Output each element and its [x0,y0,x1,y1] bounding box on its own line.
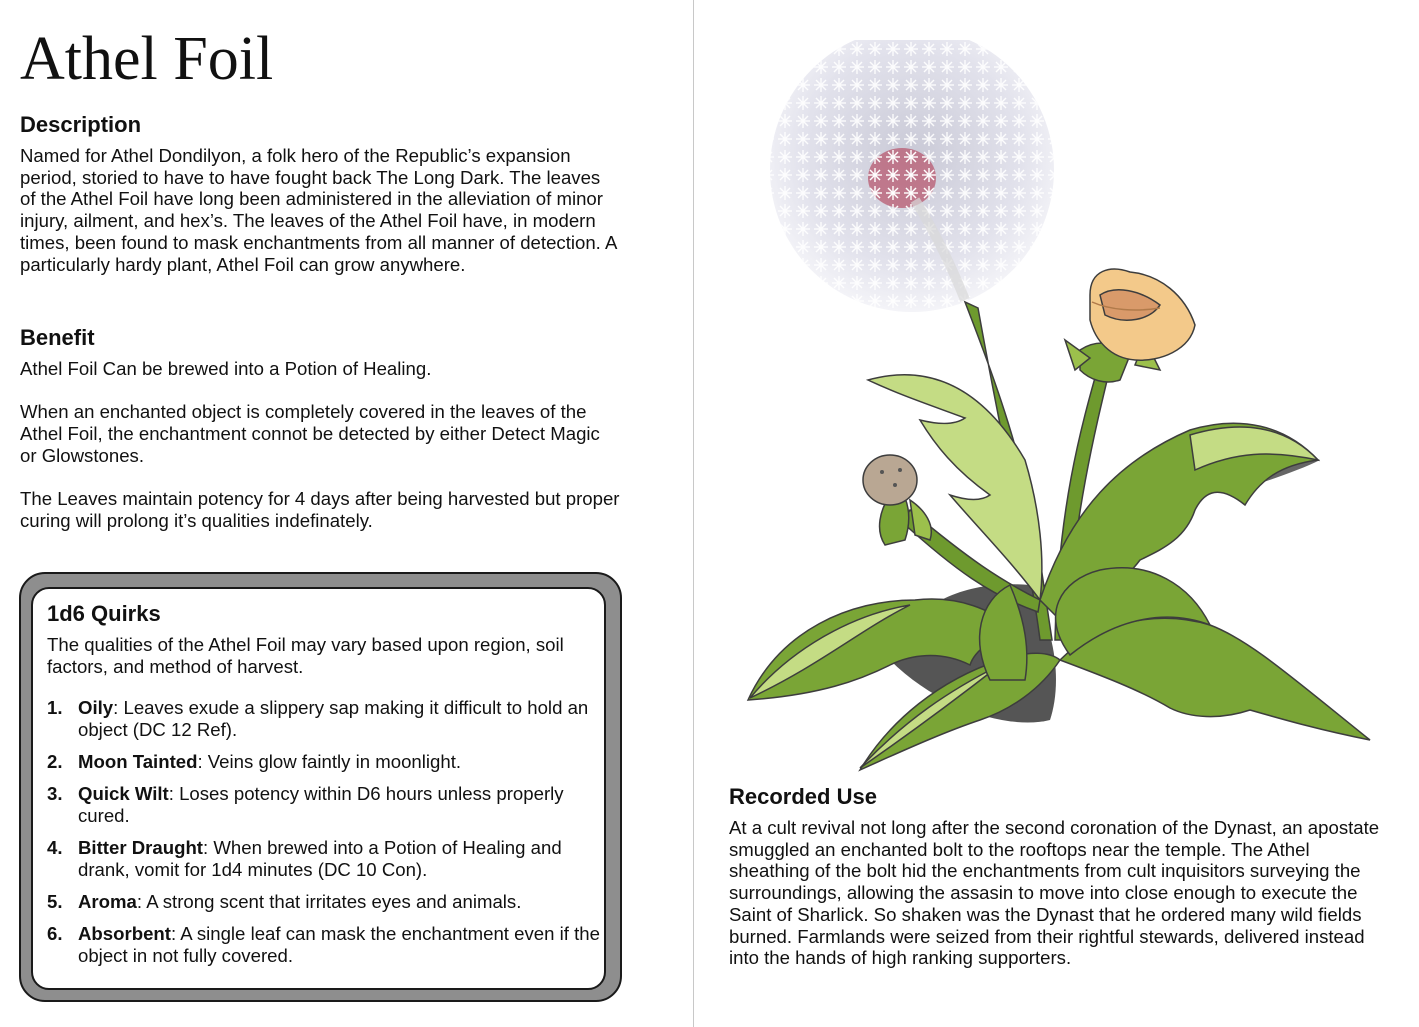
benefit-heading: Benefit [20,325,95,350]
quirk-text: : A single leaf can mask the enchantment even if the object in not fully covered. [78,923,600,966]
quirk-number: 1. [47,697,63,718]
page-title: Athel Foil [20,25,274,93]
page-divider [693,0,694,1027]
quirk-item [47,923,602,966]
quirks-panel [31,587,606,990]
quirk-item [47,837,602,880]
quirk-name: Oily [78,697,114,718]
quirk-number: 4. [47,837,63,859]
bud-icon [863,455,931,545]
quirk-item [47,783,602,826]
benefit-paragraph: Athel Foil Can be brewed into a Potion of Healing. [20,358,432,379]
quirk-item [47,751,602,773]
recorded-use-heading: Recorded Use [729,784,877,809]
benefit-paragraph: When an enchanted object is completely covered in the leaves of the Athel Foil, the enchantment connot be detected by either Detect Magic or Glowstones. [20,401,600,466]
benefit-paragraph: The Leaves maintain potency for 4 days after being harvested but proper curing will prolong it’s qualities indefinately. [20,488,620,531]
quirk-text: : A strong scent that irritates eyes and animals. [136,890,522,912]
seedhead-icon [770,40,1054,312]
benefit-text [20,358,620,532]
quirk-item [47,891,602,913]
quirk-text: : Veins glow faintly in moonlight. [197,750,462,772]
quirks-intro: The qualities of the Athel Foil may vary based upon region, soil factors, and method of harvest. [47,634,564,677]
recorded-use-text: At a cult revival not long after the second coronation of the Dynast, an apostate smuggled an enchanted bolt to the rooftops near the temple. The Athel sheathing of the bolt hid the enchantments from cult inquisitors surveying the surroundings, allowing the assasin to move into close enough to execute the Saint of Sharlick. So shaken was the Dynast that he ordered many wild fields burned. Farmlands were seized from their rightful stewards, delivered instead into the hands of high ranking supporters. [729,817,1380,969]
dandelion-plant-icon [740,40,1380,780]
quirk-number: 3. [47,783,63,805]
quirk-number: 6. [47,923,63,945]
quirks-list [47,697,602,977]
quirk-text: : Leaves exude a slippery sap making it difficult to hold an object (DC 12 Ref). [78,697,589,740]
quirk-name: Quick Wilt [78,783,169,805]
quirk-number: 5. [47,890,63,912]
quirk-name: Moon Tainted [78,750,198,772]
flower-icon [1065,269,1195,382]
quirk-item [47,697,602,740]
description-text: Named for Athel Dondilyon, a folk hero of the Republic’s expansion period, storied to have to have fought back The Long Dark. The leaves of the Athel Foil have long been administered in the alleviation of minor injury, ailment, and hex’s. The leaves of the Athel Foil have, in modern times, been found to mask enchantments from all manner of detection. A particularly hardy plant, Athel Foil can grow anywhere. [20,145,617,275]
quirk-name: Aroma [78,890,137,912]
quirk-name: Absorbent [78,923,171,945]
quirk-text: : When brewed into a Potion of Healing and drank, vomit for 1d4 minutes (DC 10 Con). [78,837,562,880]
quirk-text: : Loses potency within D6 hours unless properly cured. [78,783,564,826]
quirks-box [19,572,622,1002]
quirks-heading: 1d6 Quirks [47,601,161,626]
quirk-number: 2. [47,750,63,772]
quirk-name: Bitter Draught [78,837,203,859]
description-heading: Description [20,112,142,137]
